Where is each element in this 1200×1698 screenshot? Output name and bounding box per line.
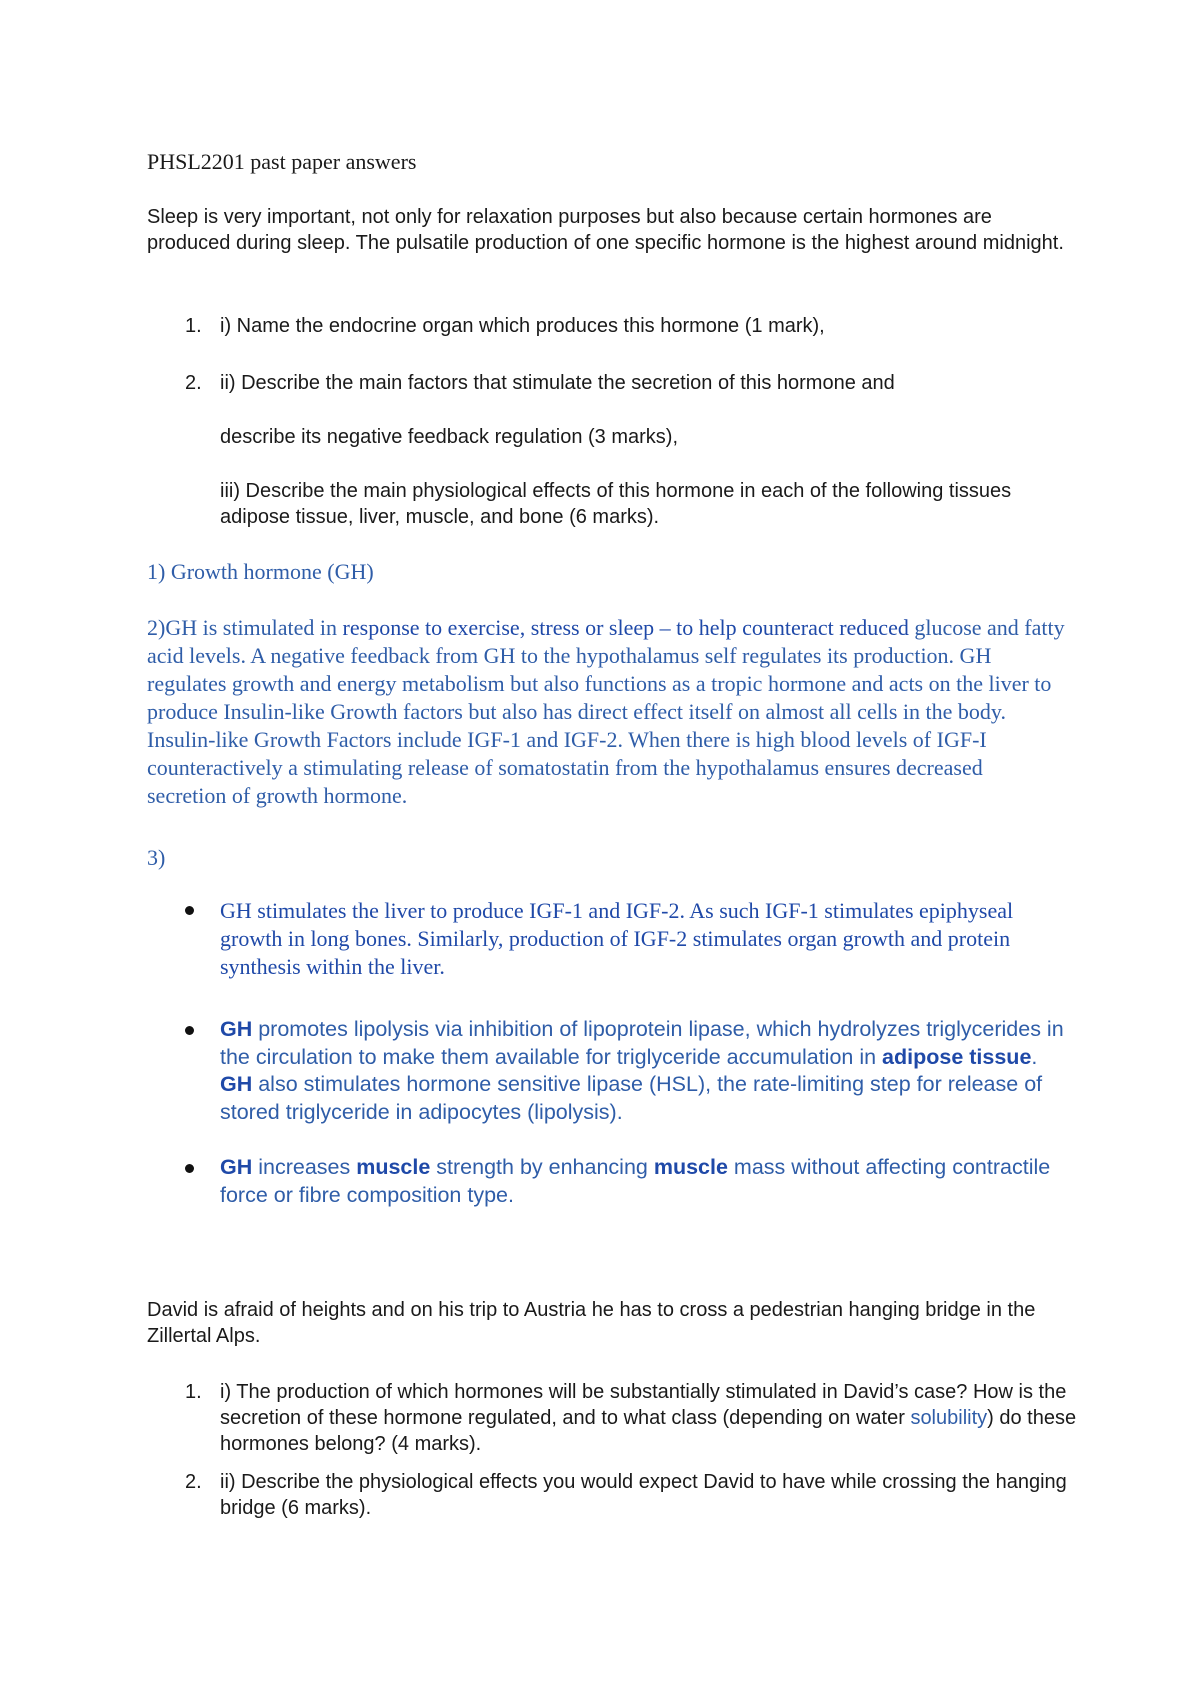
question-2-part-ii: ii) Describe the physiological effects you would expect David to have while crossing the hanging bridge (6 marks). xyxy=(220,1471,1067,1519)
list-number: 1. xyxy=(185,1381,202,1403)
answer-2-emphasis: response to exercise, stress or sleep – to help counteract reduced xyxy=(342,615,909,640)
doc-title: PHSL2201 past paper answers xyxy=(147,149,417,174)
list-number: 1. xyxy=(185,315,202,337)
bullet-text: mass without affecting contractile force or fibre composition type. xyxy=(220,1155,1051,1207)
term-gh: GH xyxy=(220,1072,253,1096)
answer-3-label: 3) xyxy=(147,845,166,870)
solubility-link[interactable]: solubility xyxy=(910,1407,988,1429)
answer-3-bullet-adipose xyxy=(220,1016,1070,1126)
bullet-text: strength by enhancing xyxy=(430,1155,654,1179)
bullet-text: increases xyxy=(252,1155,357,1179)
term-gh: GH xyxy=(220,1155,253,1179)
bullet-icon xyxy=(185,1026,194,1035)
answer-3-bullet-liver: GH stimulates the liver to produce IGF-1 and IGF-2. As such IGF-1 stimulates epiphyseal growth in long bones. Similarly, production of IGF-2 stimulates organ growth and protein synthesis within the liver. xyxy=(220,898,1014,979)
question-2-part-i xyxy=(220,1379,1080,1457)
answer-2-lead: 2)GH is stimulated in xyxy=(147,615,343,640)
bullet-icon xyxy=(185,1164,194,1173)
term-muscle: muscle xyxy=(356,1155,431,1179)
answer-1: 1) Growth hormone (GH) xyxy=(147,559,374,584)
question-2-intro: David is afraid of heights and on his trip to Austria he has to cross a pedestrian hanging bridge in the Zillertal Alps. xyxy=(147,1299,1036,1347)
answer-2 xyxy=(147,614,1067,810)
term-muscle: muscle xyxy=(653,1155,728,1179)
question-text: i) The production of which hormones will be substantially stimulated in David’s case? How is the secretion of these hormone regulated, and to what class (depending on water xyxy=(220,1381,1067,1429)
question-1-part-ii-continued: describe its negative feedback regulation (3 marks), xyxy=(220,426,679,448)
question-1-intro: Sleep is very important, not only for relaxation purposes but also because certain hormones are produced during sleep. The pulsatile production of one specific hormone is the highest around midnight. xyxy=(147,206,1064,254)
question-text: ) do these hormones belong? (4 marks). xyxy=(220,1407,1077,1455)
bullet-text: also stimulates hormone sensitive lipase (HSL), the rate-limiting step for release of stored triglyceride in adipocytes (lipolysis). xyxy=(220,1072,1043,1124)
bullet-icon xyxy=(185,906,194,915)
term-gh: GH xyxy=(220,1017,253,1041)
bullet-text: promotes lipolysis via inhibition of lipoprotein lipase, which hydrolyzes triglycerides in the circulation to make them available for triglyceride accumulation in xyxy=(220,1017,1064,1069)
term-adipose-tissue: adipose tissue xyxy=(882,1044,1032,1069)
list-number: 2. xyxy=(185,1471,202,1493)
question-1-part-i: i) Name the endocrine organ which produces this hormone (1 mark), xyxy=(220,315,825,337)
bullet-text: . xyxy=(1031,1044,1038,1069)
answer-2-body: glucose and fatty acid levels. A negative feedback from GH to the hypothalamus self regulates its production. GH regulates growth and energy metabolism but also functions as a tropic hormone and acts on the liver to produce Insulin-like Growth factors but also has direct effect itself on almost all cells in the body. Insulin-like Growth Factors include IGF-1 and IGF-2. When there is high blood levels of IGF-I counteractively a stimulating release of somatostatin from the hypothalamus ensures decreased secretion of growth hormone. xyxy=(147,615,1065,808)
list-number: 2. xyxy=(185,372,202,394)
answer-3-bullet-muscle xyxy=(220,1154,1070,1209)
question-1-part-ii: ii) Describe the main factors that stimulate the secretion of this hormone and xyxy=(220,372,895,394)
question-1-part-iii: iii) Describe the main physiological effects of this hormone in each of the following tissues adipose tissue, liver, muscle, and bone (6 marks). xyxy=(220,480,1012,528)
